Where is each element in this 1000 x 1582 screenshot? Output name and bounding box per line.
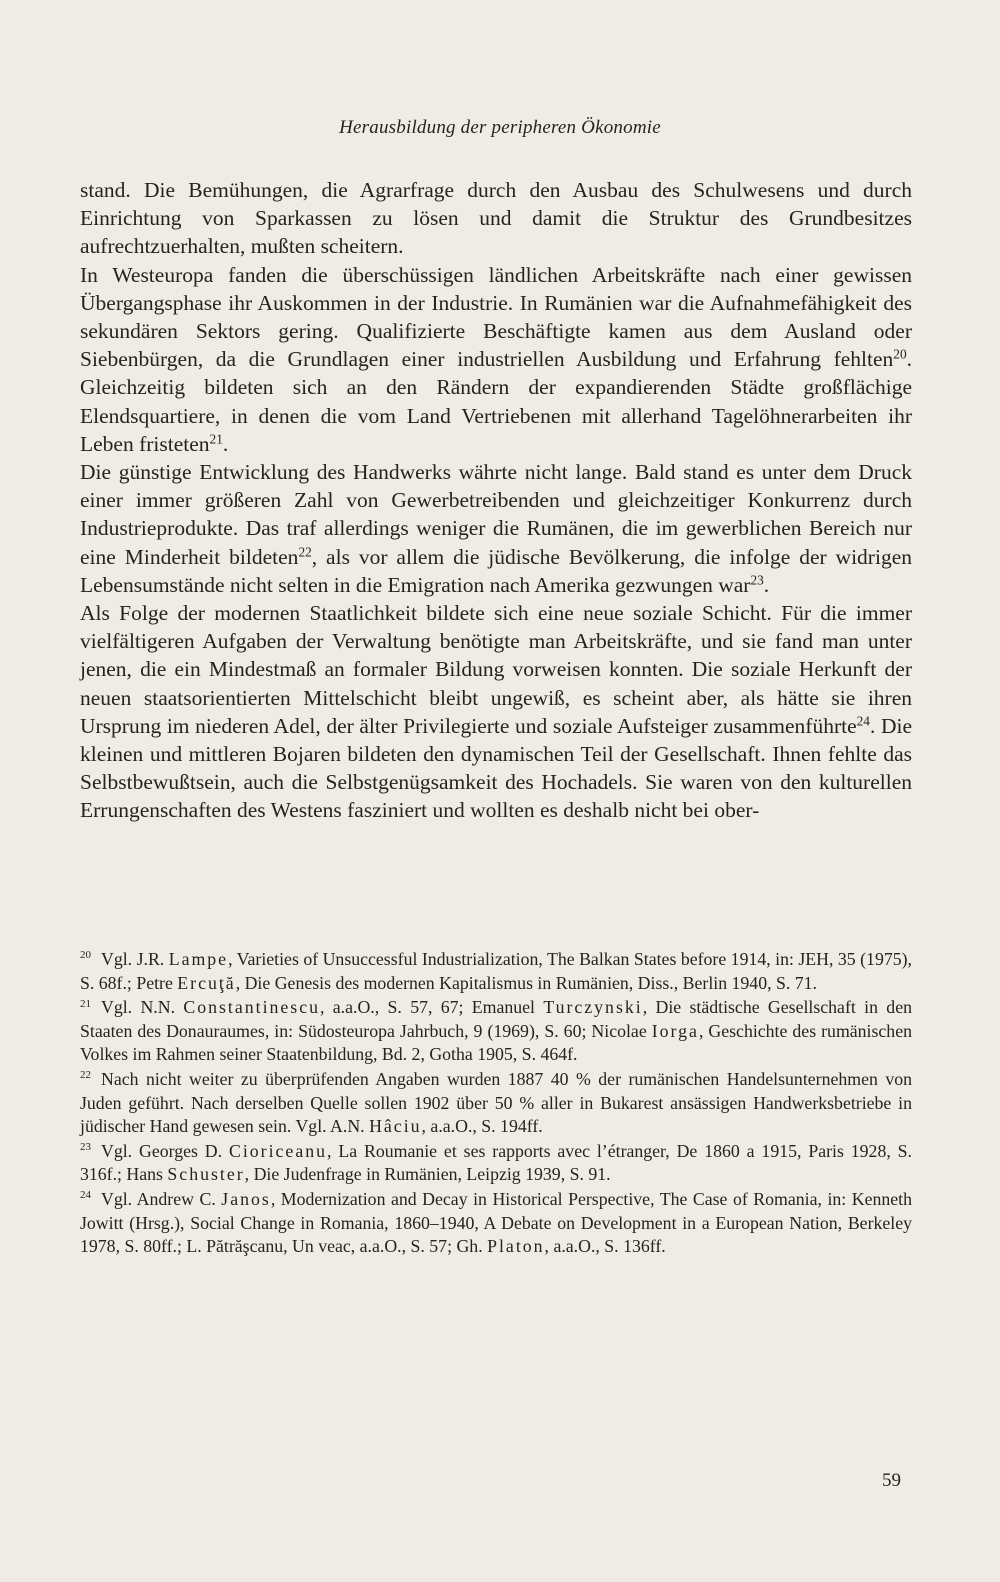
footnote-reference: 20 — [893, 346, 907, 362]
footnote-text: , Modernization and Decay in Historical Perspective, The Case of Romania, in: Kenneth Jowitt (Hrsg.), Social Change in Romania, 1860–1940, A Debate on Development in a European Nation, Berkeley 1978, S. 80ff.; L. Pătrăşcanu, Un veac, a.a.O., S. 57; Gh. — [80, 1188, 912, 1257]
paragraph-text: stand. Die Bemühungen, die Agrarfrage durch den Ausbau des Schulwesens und durch Einrichtung von Sparkassen zu lösen und damit die Struktur des Grundbesitzes aufrechtzuerhalten, mußten scheitern. — [80, 178, 912, 259]
footnote-text: , a.a.O., S. 194ff. — [421, 1116, 543, 1137]
footnote-text: , a.a.O., S. 136ff. — [544, 1236, 666, 1257]
footnote-text: , Varieties of Unsuccessful Industrialization, The Balkan States before 1914, in: JEH, 35 (1975), S. 68f.; Petre — [80, 949, 912, 993]
footnote-reference: 22 — [298, 544, 312, 560]
paragraph — [80, 599, 912, 825]
author-name: Cioriceanu — [228, 1140, 327, 1161]
author-name: Hâciu — [369, 1116, 422, 1137]
paragraph — [80, 458, 912, 599]
paragraph — [80, 176, 912, 261]
footnote-text: Vgl. N.N. — [101, 997, 184, 1018]
footnote — [80, 996, 912, 1067]
footnote — [80, 1140, 912, 1187]
footnote-text: Vgl. J.R. — [101, 949, 169, 969]
paragraph-text: , als vor allem die jüdische Bevölkerung, die infolge der widrigen Lebensumstände nicht selten in die Emigration nach Amerika gezwungen war — [80, 544, 912, 597]
footnote-text: Vgl. Georges D. — [101, 1140, 229, 1161]
paragraph-text: Die günstige Entwicklung des Handwerks währte nicht lange. Bald stand es unter dem Druck einer immer größeren Zahl von Gewerbetreibenden und gleichzeitiger Konkurrenz durch Industrieprodukte. Das traf allerdings weniger die Rumänen, die im gewerblichen Bereich nur eine Minderheit bildeten — [80, 460, 912, 569]
footnote — [80, 1068, 912, 1139]
paragraph-text: . — [222, 431, 229, 456]
author-name: Lampe — [168, 949, 229, 969]
footnote-text: , Die städtische Gesellschaft in den Staaten des Donauraumes, in: Südosteuropa Jahrbuch, 9 (1969), S. 60; Nicolae — [80, 997, 912, 1041]
footnote-number: 22 — [80, 1069, 91, 1082]
running-head: Herausbildung der peripheren Ökonomie — [339, 117, 661, 138]
footnote-reference: 24 — [856, 713, 870, 729]
footnote-number: 20 — [80, 949, 91, 962]
paragraph-text: . — [763, 572, 770, 597]
footnote-number: 23 — [80, 1141, 91, 1154]
main-text — [80, 176, 912, 825]
footnotes — [80, 948, 912, 1260]
paragraph-text: Als Folge der modernen Staatlichkeit bildete sich eine neue soziale Schicht. Für die immer vielfältigeren Aufgaben der Verwaltung benötigte man Arbeitskräfte, und sie fand man unter jenen, die ein Mindestmaß an formaler Bildung vorweisen konnten. Die soziale Herkunft der neuen staatsorientierten Mittelschicht bleibt ungewiß, es scheint aber, als hätte sie ihren Ursprung im niederen Adel, der älter Privilegierte und soziale Aufsteiger zusammenführte — [80, 601, 912, 738]
footnote-text: , La Roumanie et ses rapports avec l’étranger, De 1860 a 1915, Paris 1928, S. 316f.; Hans — [80, 1140, 912, 1185]
footnote-text: Vgl. Andrew C. — [101, 1188, 222, 1209]
author-name: Iorga — [651, 1020, 699, 1041]
paragraph — [80, 261, 912, 458]
author-name: Janos — [221, 1188, 271, 1209]
footnote-reference: 23 — [750, 572, 764, 588]
paragraph-text: . Die kleinen und mittleren Bojaren bildeten den dynamischen Teil der Gesellschaft. Ihnen fehlte das Selbstbewußtsein, auch die Selbstgenügsamkeit des Hochadels. Sie waren von den kulturellen Errungenschaften des Westens fasziniert und wollten es deshalb nicht bei ober- — [80, 713, 912, 823]
footnote-number: 21 — [80, 997, 91, 1010]
paragraph-text: In Westeuropa fanden die überschüssigen ländlichen Arbeitskräfte nach einer gewissen Übergangsphase ihr Auskommen in der Industrie. In Rumänien war die Aufnahmefähigkeit des sekundären Sektors gering. Qualifizierte Beschäftigte kamen aus dem Ausland oder Siebenbürgen, da die Grundlagen einer industriellen Ausbildung und Erfahrung fehlten — [80, 262, 912, 372]
footnote-text: , Die Judenfrage in Rumänien, Leipzig 1939, S. 91. — [244, 1164, 611, 1185]
footnote — [80, 948, 912, 995]
footnote-number: 24 — [80, 1189, 91, 1202]
footnote-reference: 21 — [209, 431, 223, 447]
author-name: Turczynski — [543, 997, 643, 1018]
page-number: 59 — [882, 1470, 901, 1491]
author-name: Schuster — [167, 1164, 245, 1185]
footnote-text: , a.a.O., S. 57, 67; Emanuel — [320, 997, 544, 1018]
footnote — [80, 1188, 912, 1259]
author-name: Constantinescu — [183, 997, 321, 1018]
author-name: Ercuţă — [177, 972, 236, 993]
paragraph-text: . Gleichzeitig bildeten sich an den Rändern der expandierenden Städte großflächige Elendsquartiere, in denen die vom Land Vertriebenen mit allerhand Tagelöhnerarbeiten ihr Leben fristeten — [80, 347, 912, 456]
footnote-text: , Die Genesis des modernen Kapitalismus in Rumänien, Diss., Berlin 1940, S. 71. — [235, 972, 817, 993]
author-name: Platon — [487, 1236, 545, 1257]
footnote-text: Nach nicht weiter zu überprüfenden Angaben wurden 1887 40 % der rumänischen Handelsunternehmen von Juden geführt. Nach derselben Quelle sollen 1902 über 50 % aller in Bukarest ansässigen Handwerksbetriebe in jüdischer Hand gewesen sein. Vgl. A.N. — [80, 1068, 912, 1137]
footnote-text: , Geschichte des rumänischen Volkes im Rahmen seiner Staatenbildung, Bd. 2, Gotha 1905, S. 464f. — [80, 1020, 912, 1065]
